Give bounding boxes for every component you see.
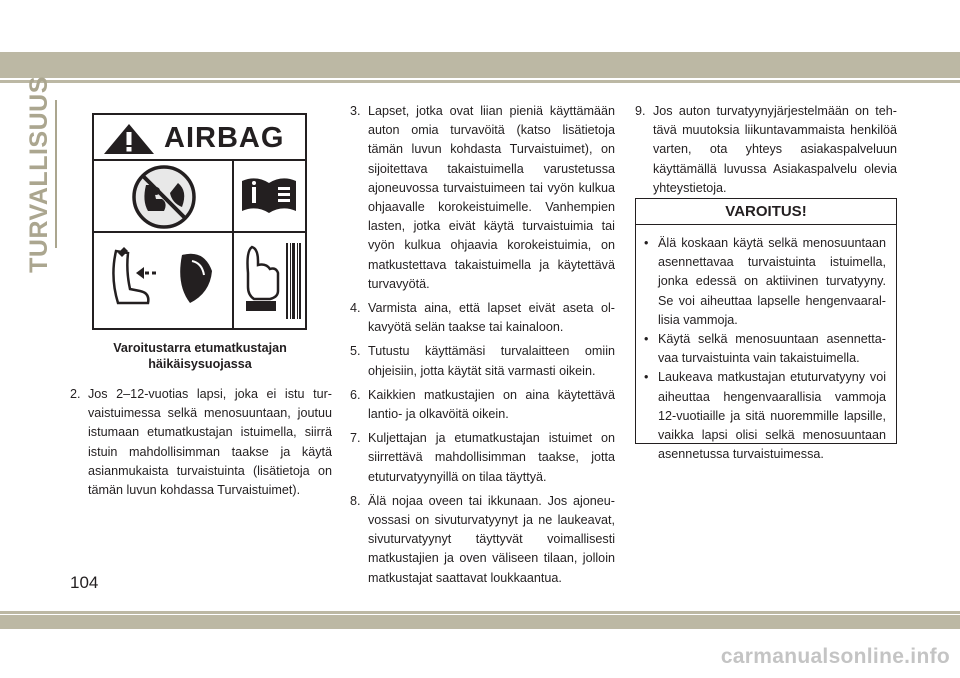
no-child-seat-icon bbox=[94, 161, 234, 233]
list-item bbox=[350, 299, 615, 337]
list-item-number: 4. bbox=[350, 301, 361, 316]
header-rule bbox=[0, 80, 960, 83]
list-item-text: Varmista aina, että lapset eivät aseta olkavyötä selän taakse tai kainaloon. bbox=[368, 301, 615, 335]
warning-box bbox=[635, 198, 897, 462]
text-column-2 bbox=[350, 102, 615, 588]
bullet-dot-icon: • bbox=[644, 370, 649, 385]
warning-bullet-text: Älä koskaan käytä selkä menosuuntaan asennettavaa turvaistuinta istuimella, jonka edessä on aktiivinen turvatyyny. Se voi aiheuttaa lapselle hengenvaarallisia vammoja. bbox=[658, 236, 886, 327]
list-item-number: 3. bbox=[350, 104, 361, 118]
text-column-3 bbox=[635, 102, 897, 198]
header-band bbox=[0, 52, 960, 78]
list-item-text: Älä nojaa oveen tai ikkunaan. Jos ajoneuvossasi on sivuturvatyynyt ja ne laukeavat, sivuturvatyynyt täyttyvät voimallisesti matkustajien ja oven väliseen tilaan, jolloin matkustajat saattavat loukkaantua. bbox=[368, 493, 615, 585]
list-item-text: Jos auton turvatyynyjärjestelmään on tehtävä muutoksia liikuntavammaista henkilöä varten, ota yhteys asiakaspalveluun käyttämällä luvussa Asiakaspalvelu olevia yhteystietoja. bbox=[653, 104, 897, 195]
footer-rule bbox=[0, 611, 960, 614]
manual-book-cell bbox=[234, 161, 305, 233]
list-item-number: 7. bbox=[350, 431, 361, 446]
airbag-label-header bbox=[94, 115, 305, 161]
figure-caption bbox=[92, 340, 308, 372]
bullet-dot-icon: • bbox=[644, 236, 649, 250]
list-item-number: 8. bbox=[350, 493, 361, 508]
pointing-hand-icon bbox=[234, 233, 305, 328]
list-item-number: 5. bbox=[350, 344, 361, 359]
page-number: 104 bbox=[70, 573, 99, 592]
warning-title: VAROITUS! bbox=[636, 199, 896, 225]
warning-bullet bbox=[644, 330, 886, 368]
list-item-text: Lapset, jotka ovat liian pieniä käyttämään auton omia turvavöitä (katso lisätietoja tämän luvun kohdasta Turvaistuimet), on sijoitettava takaistuimella varustetussa ajoneuvossa turvaistuimeen tai vyön kulkua ohjaavalle korokeistuimelle. Vanhempien lasten, jotka eivät käytä turvaistuimia tai vyön kulkua ohjaavia korokeistuimia, on matkustettava takaistuimella ja käytettävä turvavyötä. bbox=[368, 104, 615, 291]
figure-caption-line-1: Varoitustarra etumatkustajan bbox=[113, 341, 287, 355]
hand-and-barcode-cell bbox=[234, 233, 305, 328]
list-item-number: 2. bbox=[70, 387, 81, 401]
warning-bullet bbox=[644, 368, 886, 464]
seat-back-position-cell bbox=[94, 233, 234, 328]
warning-bullet bbox=[644, 234, 886, 330]
top-margin bbox=[0, 0, 960, 52]
list-item-text: Tutustu käyttämäsi turvalaitteen omiin ohjeisiin, jotta käytät sitä varmasti oikein. bbox=[368, 344, 615, 378]
warning-bullet-text: Laukeava matkustajan etuturvatyyny voi aiheuttaa hengenvaarallisia vammoja 12-vuotiaille ja sitä nuoremmille lapsille, vaikka lapsi olisi selkä menosuuntaan asennetussa turvaistuimessa. bbox=[658, 370, 886, 462]
warning-triangle-icon bbox=[102, 123, 156, 155]
manual-book-icon bbox=[234, 161, 305, 233]
barcode-icon bbox=[286, 243, 301, 319]
watermark: carmanualsonline.info bbox=[720, 645, 950, 668]
list-item-number: 6. bbox=[350, 387, 361, 402]
list-item bbox=[350, 492, 615, 588]
figure-caption-line-2: häikäisysuojassa bbox=[148, 357, 252, 371]
list-item-text: Kuljettajan ja etumatkustajan istuimet on siirrettävä mahdollisimman taakse, jotta etuturvatyynyillä on tilaa täyttyä. bbox=[368, 431, 615, 484]
list-item-number: 9. bbox=[635, 104, 646, 118]
section-title: TURVALLISUUS bbox=[24, 75, 53, 273]
footer-band bbox=[0, 615, 960, 629]
bullet-dot-icon: • bbox=[644, 332, 649, 347]
text-column-1 bbox=[70, 385, 332, 500]
no-rear-facing-seat-cell bbox=[94, 161, 234, 233]
list-item bbox=[350, 386, 615, 424]
warning-list bbox=[636, 225, 896, 464]
list-item bbox=[350, 342, 615, 380]
section-side-label bbox=[22, 75, 56, 273]
list-item bbox=[350, 429, 615, 487]
seat-and-airbag-icon bbox=[94, 233, 234, 328]
warning-bullet-text: Käytä selkä menosuuntaan asennettavaa turvaistuinta vain takaistuimella. bbox=[658, 332, 886, 366]
section-rule bbox=[55, 100, 57, 248]
list-item bbox=[70, 385, 332, 500]
list-item-text: Jos 2–12-vuotias lapsi, joka ei istu turvaistuimessa selkä menosuuntaan, joutuu istumaan etumatkustajan istuimella, siirrä istuin mahdollisimman taakse ja käytä asianmukaista turvaistuinta (lisätietoja on tämän luvun kohdassa Turvaistuimet). bbox=[88, 387, 332, 498]
list-item bbox=[635, 102, 897, 198]
airbag-label-word: AIRBAG bbox=[164, 122, 285, 154]
airbag-warning-label-figure bbox=[92, 113, 307, 330]
list-item bbox=[350, 102, 615, 294]
list-item-text: Kaikkien matkustajien on aina käytettävä lantio- ja olkavöitä oikein. bbox=[368, 387, 615, 422]
